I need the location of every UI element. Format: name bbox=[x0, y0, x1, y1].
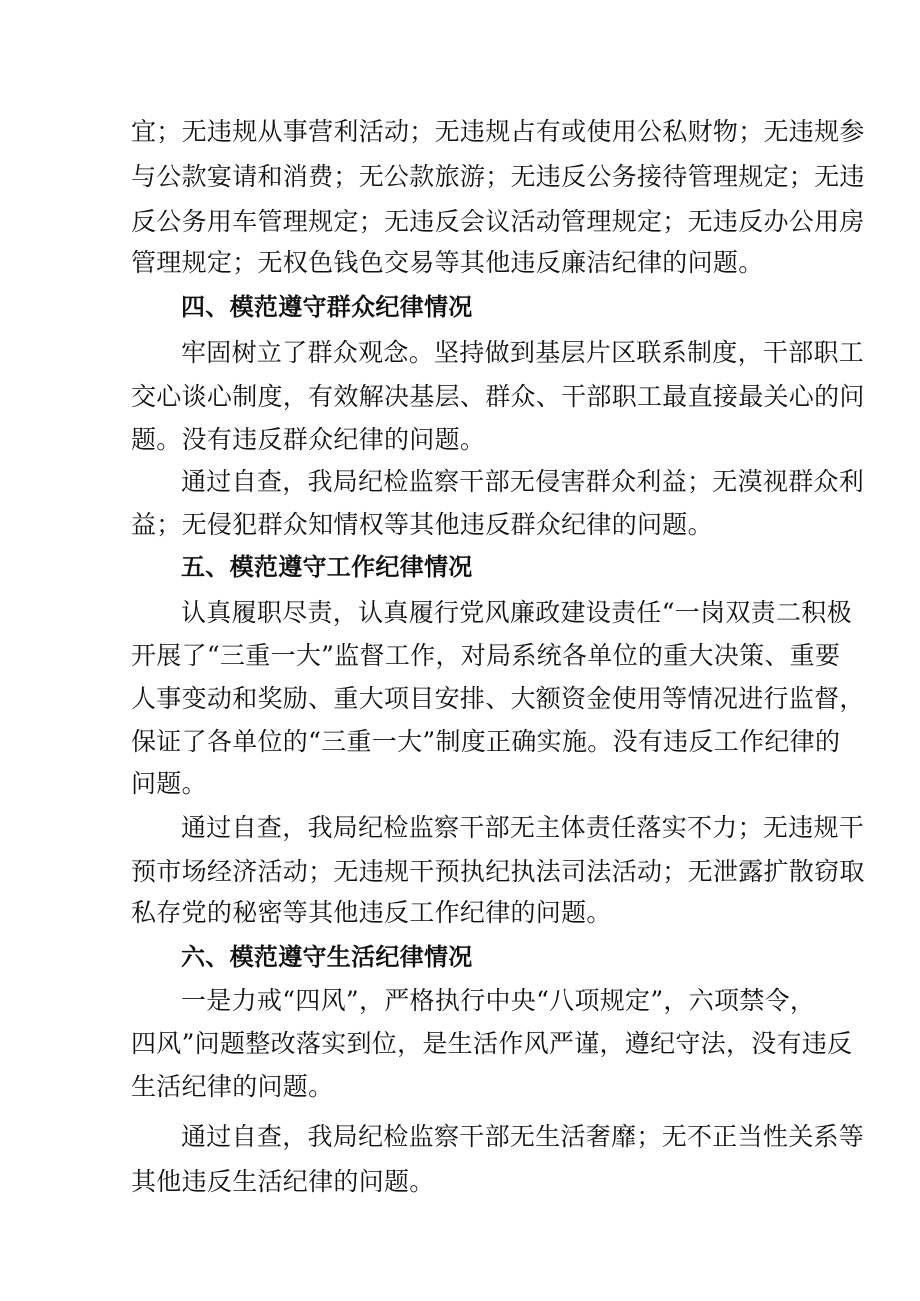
text-line: 人事变动和奖励、重大项目安排、大额资金使用等情况进行监督， bbox=[131, 684, 865, 713]
text-line: 通过自查，我局纪检监察干部无生活奢靡；无不正当性关系等 bbox=[181, 1122, 865, 1151]
section-heading-5: 五、模范遵守工作纪律情况 bbox=[181, 553, 473, 581]
text-line: 私存党的秘密等其他违反工作纪律的问题。 bbox=[131, 898, 612, 927]
text-line: 管理规定；无权色钱色交易等其他违反廉洁纪律的问题。 bbox=[131, 248, 764, 277]
text-line: 反公务用车管理规定；无违反会议活动管理规定；无违反办公用房 bbox=[131, 207, 865, 236]
section-heading-6: 六、模范遵守生活纪律情况 bbox=[181, 943, 473, 971]
text-line: 牢固树立了群众观念。坚持做到基层片区联系制度，干部职工 bbox=[181, 338, 865, 367]
section-heading-4: 四、模范遵守群众纪律情况 bbox=[181, 293, 473, 321]
text-line: 保证了各单位的“三重一大”制度正确实施。没有违反工作纪律的 bbox=[131, 727, 841, 756]
text-line: 四风”问题整改落实到位，是生活作风严谨，遵纪守法，没有违反 bbox=[131, 1029, 853, 1058]
text-line: 问题。 bbox=[131, 769, 207, 798]
text-line: 宜；无违规从事营利活动；无违规占有或使用公私财物；无违规参 bbox=[131, 117, 865, 146]
text-line: 其他违反生活纪律的问题。 bbox=[131, 1167, 435, 1196]
text-line: 预市场经济活动；无违规干预执纪执法司法活动；无泄露扩散窃取 bbox=[131, 857, 865, 886]
text-line: 与公款宴请和消费；无公款旅游；无违反公务接待管理规定；无违 bbox=[131, 162, 865, 191]
text-line: 认真履职尽责，认真履行党风廉政建设责任“一岗双责二积极 bbox=[181, 598, 852, 627]
text-line: 生活纪律的问题。 bbox=[131, 1072, 334, 1101]
text-line: 题。没有违反群众纪律的问题。 bbox=[131, 425, 486, 454]
text-line: 交心谈心制度，有效解决基层、群众、干部职工最直接最关心的问 bbox=[131, 382, 865, 411]
text-line: 开展了“三重一大”监督工作，对局系统各单位的重大决策、重要 bbox=[131, 641, 841, 670]
text-line: 通过自查，我局纪检监察干部无侵害群众利益；无漠视群众利 bbox=[181, 467, 865, 496]
text-line: 通过自查，我局纪检监察干部无主体责任落实不力；无违规干 bbox=[181, 813, 865, 842]
text-line: 一是力戒“四风”，严格执行中央“八项规定”，六项禁令， bbox=[181, 986, 816, 1015]
text-line: 益；无侵犯群众知情权等其他违反群众纪律的问题。 bbox=[131, 510, 713, 539]
